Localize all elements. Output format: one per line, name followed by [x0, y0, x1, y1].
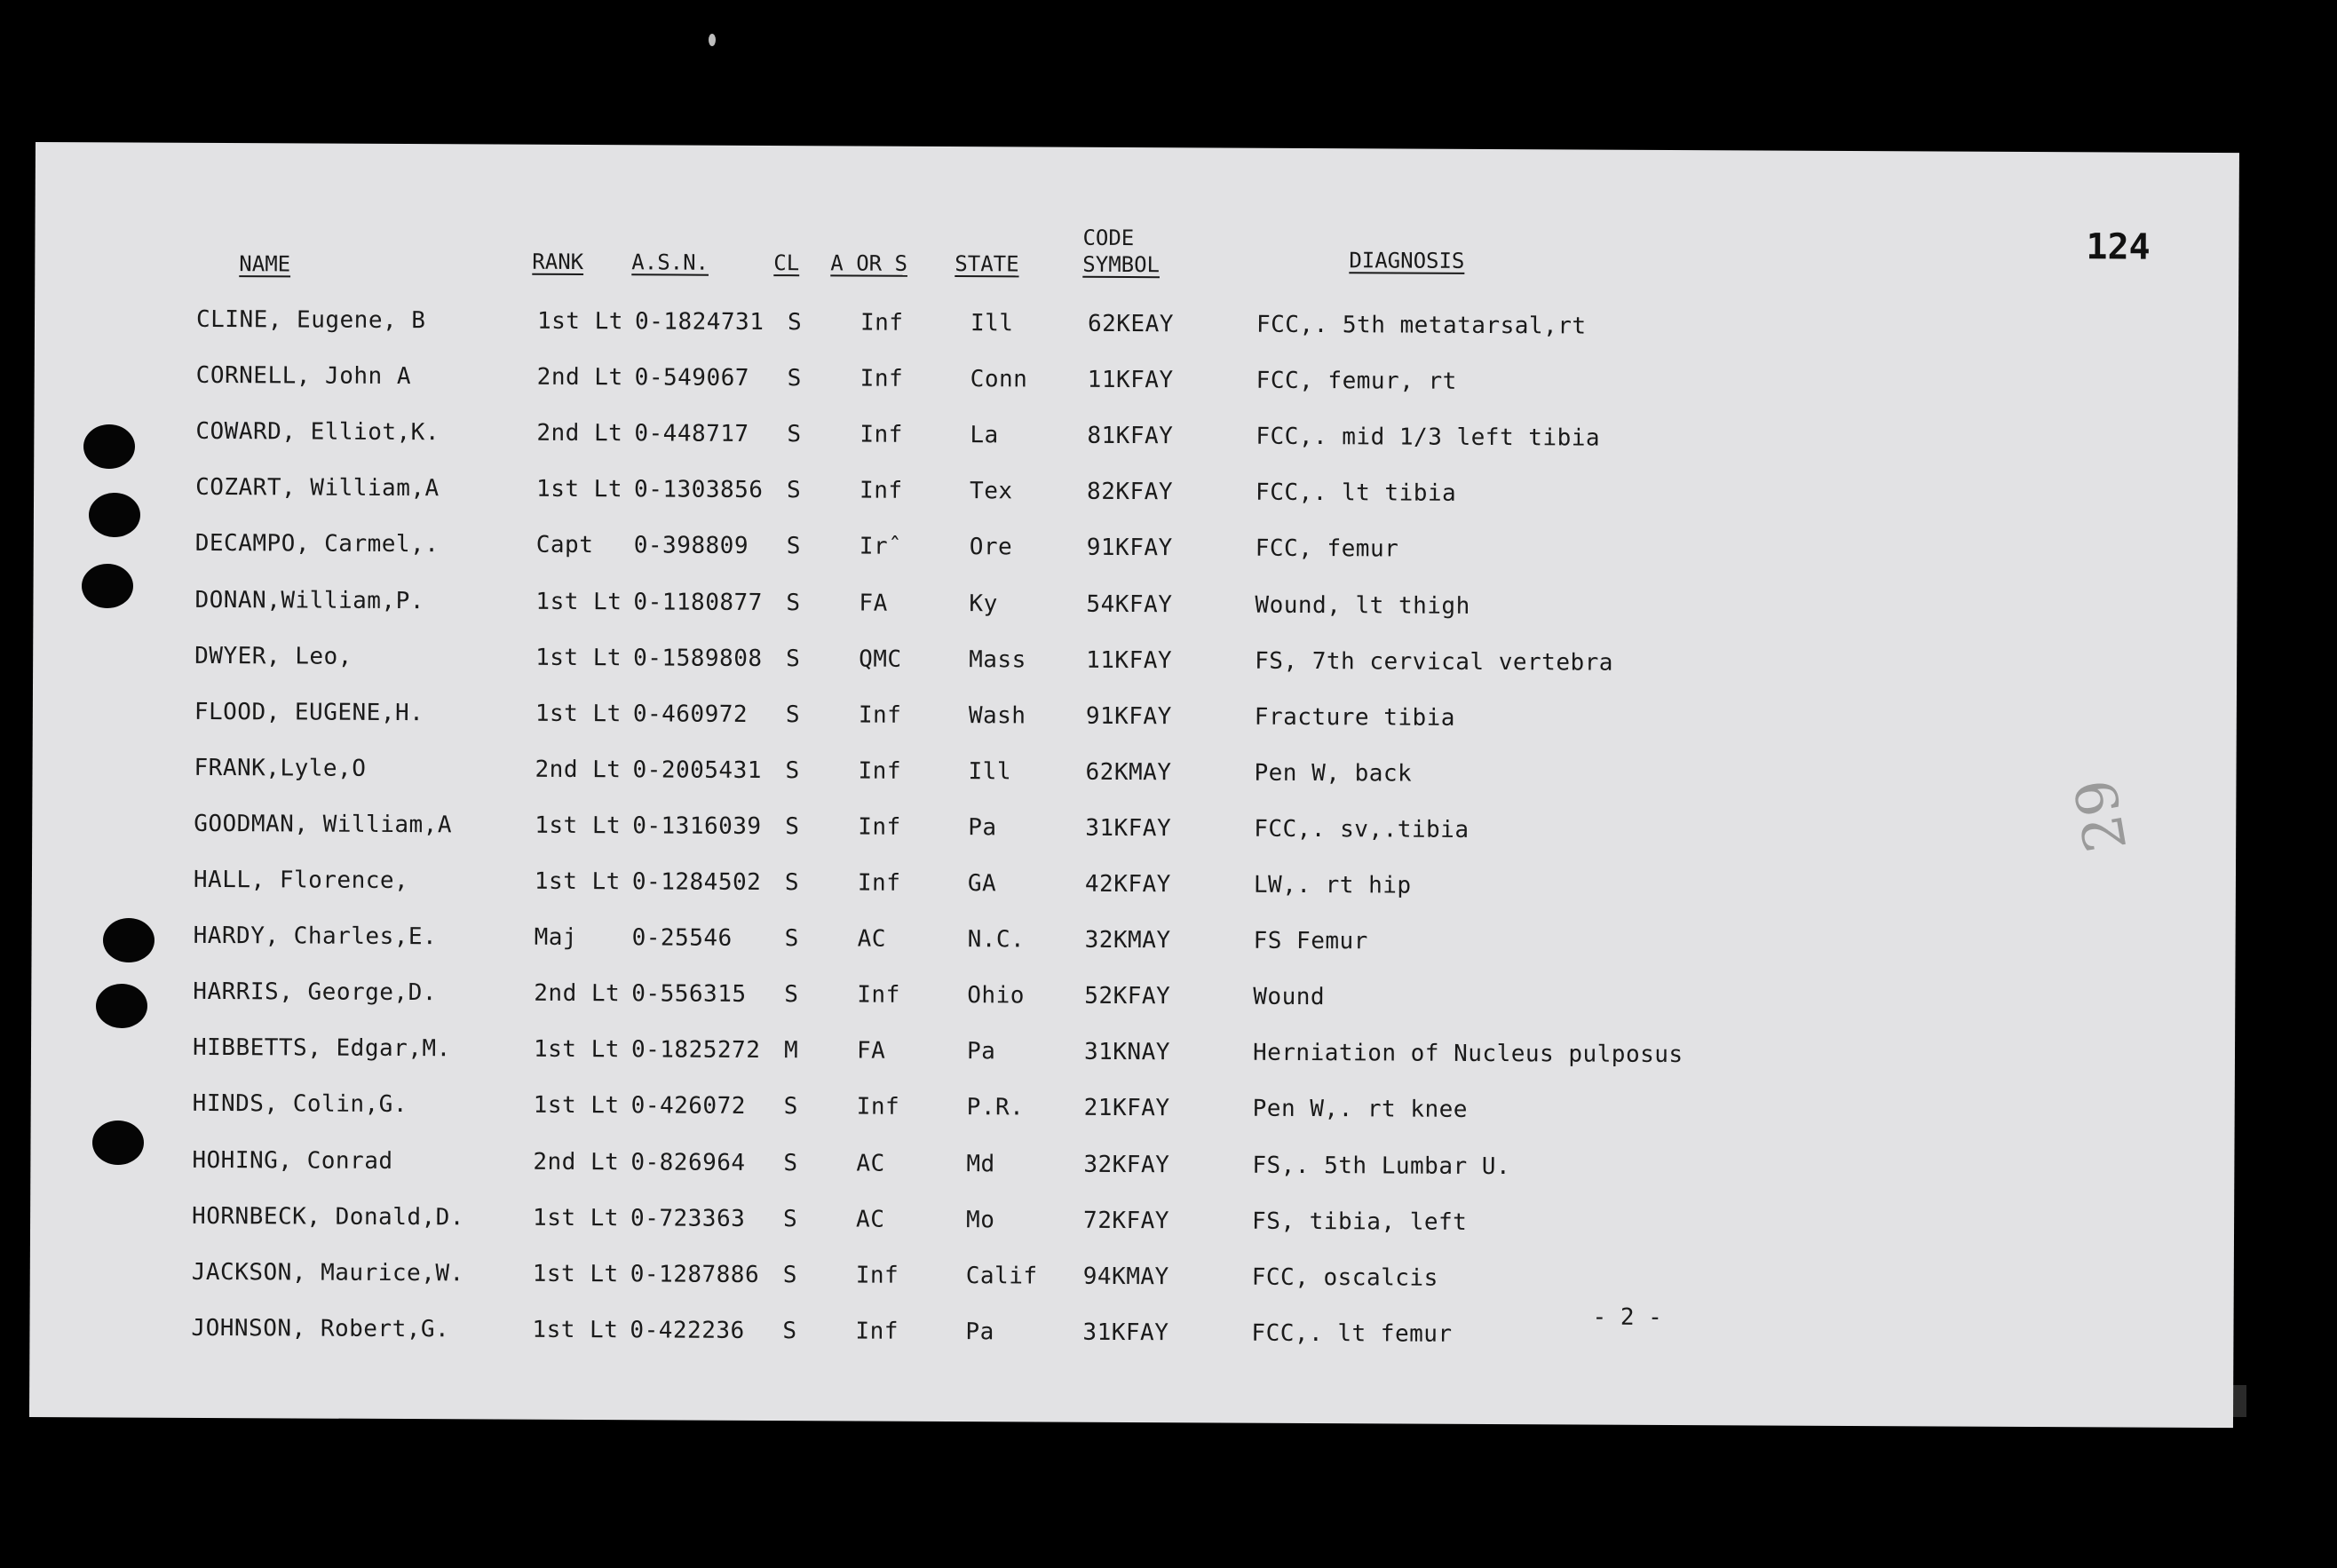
- cell-state: Conn: [970, 366, 1028, 393]
- punch-hole: [96, 984, 147, 1028]
- cell-a-or-s: Inf: [857, 869, 901, 897]
- cell-rank: 1st Lt: [533, 1204, 620, 1231]
- cell-state: GA: [967, 870, 997, 898]
- cell-cl: S: [785, 756, 800, 785]
- cell-state: Ill: [968, 757, 1012, 786]
- record-row: [32, 754, 2236, 800]
- record-row: [32, 922, 2236, 968]
- cell-rank: 1st Lt: [534, 867, 621, 896]
- page-number: 124: [2086, 226, 2151, 268]
- cell-rank: 1st Lt: [533, 1036, 621, 1064]
- cell-cl: S: [783, 1149, 798, 1176]
- cell-asn: 0-723363: [630, 1204, 746, 1232]
- cell-asn: 0-426072: [630, 1092, 747, 1121]
- cell-asn: 0-2005431: [632, 756, 763, 784]
- cell-diagnosis: Pen W, back: [1254, 759, 1413, 788]
- cell-a-or-s: Inf: [860, 365, 904, 392]
- cell-rank: 1st Lt: [532, 1316, 619, 1344]
- cell-rank: 1st Lt: [535, 812, 622, 840]
- record-row: [33, 642, 2237, 688]
- cell-a-or-s: AC: [857, 925, 887, 953]
- cell-name: HIBBETTS, Edgar,M.: [192, 1034, 451, 1063]
- cell-asn: 0-1825272: [630, 1036, 761, 1065]
- cell-state: Md: [966, 1150, 995, 1177]
- cell-a-or-s: FA: [859, 590, 888, 617]
- record-row: [31, 1089, 2235, 1136]
- cell-name: CLINE, Eugene, B: [195, 305, 426, 335]
- cell-state: Tex: [970, 478, 1013, 505]
- record-row: [29, 1314, 2233, 1360]
- cell-cl: S: [783, 1205, 798, 1232]
- record-row: [30, 1145, 2234, 1192]
- cell-name: FRANK,Lyle,O: [194, 754, 367, 782]
- cell-asn: 0-1284502: [631, 868, 762, 897]
- cell-state: Ohio: [967, 982, 1026, 1010]
- header-cl: CL: [773, 250, 800, 276]
- cell-state: La: [970, 422, 999, 449]
- cell-a-or-s: Inf: [855, 1318, 899, 1345]
- cell-a-or-s: FA: [856, 1037, 886, 1065]
- cell-diagnosis: FCC,. 5th metatarsal,rt: [1256, 311, 1587, 340]
- header-symbol: SYMBOL: [1082, 251, 1161, 278]
- record-row: [33, 585, 2237, 631]
- cell-code-symbol: 42KFAY: [1084, 870, 1171, 899]
- cell-code-symbol: 32KFAY: [1083, 1151, 1170, 1178]
- cell-cl: S: [787, 309, 803, 337]
- cell-name: DONAN,William,P.: [194, 586, 425, 614]
- cell-a-or-s: AC: [856, 1206, 885, 1233]
- cell-asn: 0-826964: [630, 1148, 746, 1176]
- cell-rank: Maj: [534, 923, 578, 952]
- cell-a-or-s: Inf: [860, 309, 904, 337]
- cell-rank: 2nd Lt: [536, 419, 623, 447]
- record-row: [34, 529, 2238, 575]
- cell-name: JACKSON, Maurice,W.: [191, 1258, 464, 1287]
- cell-a-or-s: Irˆ: [859, 533, 903, 561]
- cell-asn: 0-422236: [630, 1317, 745, 1344]
- cell-code-symbol: 52KFAY: [1084, 982, 1171, 1010]
- cell-rank: 1st Lt: [533, 1092, 620, 1120]
- header-asn: A.S.N.: [631, 249, 709, 275]
- cell-code-symbol: 82KFAY: [1087, 479, 1174, 506]
- footer-page-marker: - 2 -: [1592, 1303, 1662, 1331]
- cell-code-symbol: 81KFAY: [1087, 422, 1174, 450]
- cell-code-symbol: 62KMAY: [1085, 758, 1172, 787]
- cell-cl: S: [787, 365, 802, 392]
- cell-a-or-s: Inf: [857, 981, 900, 1009]
- cell-code-symbol: 31KNAY: [1083, 1039, 1170, 1066]
- cell-a-or-s: Inf: [858, 813, 901, 841]
- cell-name: HARDY, Charles,E.: [193, 922, 438, 951]
- cell-diagnosis: Fracture tibia: [1254, 703, 1456, 732]
- cell-asn: 0-1180877: [633, 588, 763, 616]
- cell-rank: 1st Lt: [536, 307, 624, 336]
- record-row: [34, 417, 2238, 463]
- record-row: [33, 698, 2237, 744]
- record-row: [35, 361, 2238, 408]
- cell-cl: S: [784, 869, 800, 897]
- cell-diagnosis: Herniation of Nucleus pulposus: [1252, 1040, 1683, 1069]
- cell-name: JOHNSON, Robert,G.: [191, 1314, 450, 1343]
- cell-state: Wash: [968, 701, 1026, 730]
- cell-diagnosis: FS Femur: [1253, 927, 1368, 955]
- cell-a-or-s: Inf: [860, 421, 903, 448]
- record-card: [29, 142, 2239, 1428]
- cell-code-symbol: 91KFAY: [1085, 702, 1172, 730]
- cell-cl: S: [783, 1093, 798, 1121]
- cell-diagnosis: FCC,. mid 1/3 left tibia: [1256, 423, 1601, 452]
- cell-state: Calif: [965, 1262, 1038, 1290]
- cell-asn: 0-1316039: [632, 812, 762, 840]
- cell-rank: 1st Lt: [535, 588, 622, 615]
- cell-asn: 0-1287886: [630, 1260, 760, 1288]
- record-row: [32, 810, 2236, 856]
- record-row: [30, 1202, 2234, 1248]
- cell-asn: 0-460972: [632, 700, 749, 728]
- cell-rank: 1st Lt: [535, 700, 622, 727]
- cell-code-symbol: 21KFAY: [1083, 1095, 1170, 1122]
- cell-diagnosis: Pen W,. rt knee: [1252, 1096, 1469, 1124]
- cell-rank: 2nd Lt: [536, 363, 623, 392]
- cell-name: GOODMAN, William,A: [194, 810, 453, 839]
- cell-cl: S: [787, 477, 802, 504]
- pencil-annotation: 29: [2063, 774, 2141, 857]
- cell-state: Ore: [969, 534, 1013, 561]
- cell-cl: S: [785, 701, 801, 728]
- cell-cl: S: [786, 645, 801, 672]
- cell-rank: 1st Lt: [532, 1260, 619, 1287]
- cell-rank: 1st Lt: [536, 476, 623, 503]
- cell-diagnosis: FS, tibia, left: [1252, 1208, 1468, 1236]
- cell-state: Pa: [965, 1318, 994, 1346]
- cell-cl: S: [785, 813, 800, 841]
- cell-cl: S: [782, 1261, 798, 1288]
- cell-diagnosis: FCC,. lt tibia: [1256, 479, 1457, 508]
- punch-hole: [82, 564, 133, 608]
- cell-name: HORNBECK, Donald,D.: [192, 1202, 465, 1231]
- header-a-or-s: A OR S: [830, 250, 908, 276]
- record-row: [34, 473, 2238, 519]
- cell-cl: S: [782, 1317, 797, 1345]
- cell-code-symbol: 94KMAY: [1082, 1263, 1169, 1290]
- cell-cl: S: [787, 421, 802, 448]
- cell-a-or-s: Inf: [858, 701, 902, 729]
- cell-code-symbol: 31KFAY: [1085, 814, 1172, 843]
- cell-diagnosis: FCC, femur: [1255, 535, 1399, 563]
- cell-diagnosis: FCC, femur, rt: [1256, 367, 1457, 395]
- cell-code-symbol: 62KEAY: [1087, 310, 1175, 338]
- cell-name: HINDS, Colin,G.: [192, 1090, 408, 1119]
- punch-hole: [89, 493, 140, 537]
- header-name: NAME: [239, 251, 291, 277]
- cell-cl: S: [784, 925, 799, 953]
- cell-code-symbol: 11KFAY: [1086, 646, 1173, 674]
- cell-asn: 0-1589808: [633, 644, 763, 672]
- cell-cl: S: [784, 981, 799, 1009]
- punch-hole: [83, 424, 135, 469]
- cell-state: Pa: [966, 1038, 996, 1065]
- cell-name: COWARD, Elliot,K.: [195, 418, 440, 447]
- cell-rank: Capt: [535, 532, 594, 559]
- cell-cl: S: [786, 589, 801, 616]
- cell-asn: 0-549067: [634, 364, 750, 392]
- header-code: CODE: [1082, 225, 1135, 251]
- cell-a-or-s: Inf: [855, 1262, 899, 1289]
- cell-asn: 0-556315: [631, 980, 747, 1009]
- cell-code-symbol: 54KFAY: [1086, 590, 1173, 618]
- cell-diagnosis: FCC, oscalcis: [1251, 1263, 1438, 1292]
- cell-name: FLOOD, EUGENE,H.: [194, 698, 424, 726]
- cell-asn: 0-398809: [633, 532, 749, 560]
- cell-state: Pa: [968, 814, 997, 842]
- cell-state: Mass: [969, 645, 1026, 674]
- cell-diagnosis: FS, 7th cervical vertebra: [1255, 647, 1614, 677]
- cell-diagnosis: Wound: [1253, 983, 1326, 1011]
- header-rank: RANK: [532, 249, 584, 275]
- header-diagnosis: DIAGNOSIS: [1349, 248, 1465, 273]
- cell-name: COZART, William,A: [195, 474, 440, 503]
- record-row: [32, 866, 2236, 912]
- cell-state: Mo: [966, 1206, 995, 1233]
- punch-hole: [92, 1121, 144, 1165]
- cell-a-or-s: Inf: [856, 1093, 900, 1121]
- cell-name: HALL, Florence,: [193, 866, 409, 895]
- cell-code-symbol: 72KFAY: [1083, 1207, 1170, 1234]
- cell-rank: 2nd Lt: [534, 979, 621, 1008]
- cell-asn: 0-448717: [634, 420, 749, 448]
- cell-rank: 1st Lt: [535, 644, 622, 671]
- cell-diagnosis: FCC,. sv,.tibia: [1254, 815, 1470, 843]
- cell-state: Ky: [969, 590, 998, 617]
- cell-rank: 2nd Lt: [535, 756, 622, 784]
- record-row: [30, 1258, 2234, 1304]
- cell-a-or-s: AC: [856, 1150, 885, 1177]
- cell-diagnosis: Wound, lt thigh: [1255, 591, 1470, 620]
- cell-a-or-s: Inf: [858, 757, 902, 785]
- cell-cl: S: [786, 533, 802, 560]
- cell-state: Ill: [970, 310, 1014, 337]
- punch-hole: [103, 918, 154, 962]
- header-state: STATE: [955, 251, 1019, 277]
- cell-asn: 0-1824731: [634, 308, 764, 337]
- cell-name: HARRIS, George,D.: [193, 978, 438, 1007]
- cell-name: CORNELL, John A: [195, 361, 412, 391]
- cell-a-or-s: Inf: [860, 477, 903, 505]
- cell-diagnosis: FCC,. lt femur: [1251, 1319, 1453, 1348]
- record-row: [35, 305, 2238, 352]
- cell-code-symbol: 91KFAY: [1086, 535, 1173, 562]
- cell-rank: 2nd Lt: [533, 1148, 620, 1176]
- cell-diagnosis: LW,. rt hip: [1253, 871, 1412, 899]
- cell-name: DECAMPO, Carmel,.: [194, 530, 440, 558]
- cell-code-symbol: 31KFAY: [1082, 1319, 1169, 1347]
- cell-code-symbol: 32KMAY: [1084, 926, 1171, 954]
- cell-name: HOHING, Conrad: [192, 1146, 393, 1175]
- cell-name: DWYER, Leo,: [194, 642, 353, 670]
- cell-asn: 0-1303856: [634, 476, 764, 504]
- record-row: [31, 1033, 2235, 1080]
- cell-state: P.R.: [966, 1094, 1025, 1121]
- cell-a-or-s: QMC: [859, 645, 902, 673]
- cell-cl: M: [783, 1037, 799, 1065]
- cell-code-symbol: 11KFAY: [1087, 366, 1174, 394]
- cell-state: N.C.: [967, 926, 1026, 954]
- dust-speck: [709, 34, 716, 46]
- cell-asn: 0-25546: [631, 924, 733, 952]
- record-row: [31, 978, 2235, 1024]
- cell-diagnosis: FS,. 5th Lumbar U.: [1252, 1152, 1511, 1180]
